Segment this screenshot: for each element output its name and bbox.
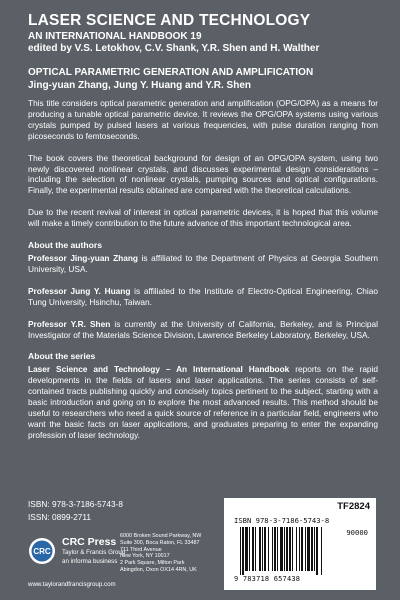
- address-line: 6000 Broken Sound Parkway, NW: [120, 533, 202, 539]
- author-bio-text: is affiliated to the Institute of Electro-Optical Engineering, Chiao Tung University, Hsinchu, Taiwan.: [28, 285, 378, 307]
- barcode-bar: [286, 527, 288, 571]
- barcode-icon: [238, 527, 334, 575]
- barcode-bar: [284, 527, 285, 571]
- barcode-bar: [264, 527, 266, 571]
- series-text: reports on the rapid developments in the fields of lasers and laser applications. The series consists of self-contained tracts publishing quickly and concisely topics pertinent to the subject, starting with a basic introduction and going on to explore the most advanced results. This method should be useful to researchers who need a quick source of reference in a particular field, engineers who want the basic facts on laser applications, and graduates preparing to enter the expanding profession of laser technology.: [28, 364, 378, 440]
- description-paragraph: The book covers the theoretical background for design of an OPG/OPA system, using two newly discovered nonlinear crystals, and discusses experimental design considerations – including the selection of nonlinear crystals, pumping sources and optical configurations. Finally, the experimental results obtained are compared with the theoretical calculations.: [28, 152, 378, 196]
- author-name: Professor Y.R. Shen: [28, 318, 111, 329]
- informa-tagline: an informa business: [62, 558, 118, 565]
- book-title: OPTICAL PARAMETRIC GENERATION AND AMPLIFICATION: [28, 67, 314, 78]
- barcode-bar: [296, 527, 297, 571]
- authors-line: Jing-yuan Zhang, Jung Y. Huang and Y.R. Shen: [28, 80, 251, 91]
- barcode-bar: [305, 527, 306, 571]
- barcode-bar: [321, 527, 322, 575]
- address-line: Abingdon, Oxon OX14 4RN, UK: [120, 566, 197, 573]
- barcode-bar: [240, 527, 241, 575]
- author-bio: [28, 319, 378, 341]
- barcode-bar: [301, 527, 303, 571]
- series-description: [28, 364, 378, 440]
- barcode-bar: [268, 527, 269, 571]
- identifiers: [28, 498, 123, 524]
- about-authors-heading: About the authors: [28, 240, 102, 251]
- barcode-bar: [307, 527, 310, 571]
- publisher-name: CRC Press: [62, 536, 117, 548]
- address-line: Suite 300, Boca Raton, FL 33487: [120, 539, 200, 546]
- series-title: LASER SCIENCE AND TECHNOLOGY: [28, 12, 311, 29]
- product-code: TF2824: [337, 501, 370, 512]
- barcode-bar: [292, 527, 293, 571]
- author-bio-text: is affiliated to the Department of Physics at Georgia Southern University, USA.: [28, 252, 378, 274]
- publisher-website[interactable]: www.taylorandfrancisgroup.com: [28, 581, 116, 588]
- barcode-bar: [255, 527, 256, 571]
- barcode-bar: [274, 527, 276, 571]
- crc-logo-icon: [28, 537, 56, 565]
- barcode-bar: [311, 527, 313, 571]
- barcode-bar: [314, 527, 315, 571]
- barcode-box: [224, 498, 376, 590]
- barcode-bar: [252, 527, 254, 571]
- author-bio: [28, 253, 378, 275]
- author-name: Professor Jing-yuan Zhang: [28, 252, 138, 263]
- isbn-label: ISBN: 978-3-7186-5743-8: [28, 499, 124, 509]
- about-series-heading: About the series: [28, 351, 96, 362]
- barcode-bar: [316, 527, 318, 575]
- address-line: 2 Park Square, Milton Park: [120, 560, 185, 567]
- barcode-bar: [249, 527, 250, 571]
- barcode-price-code: 90000: [346, 528, 368, 537]
- barcode-bar: [245, 527, 248, 571]
- issn-label: ISSN: 0899-2711: [28, 512, 92, 522]
- author-name: Professor Jung Y. Huang: [28, 285, 131, 296]
- barcode-bar: [280, 527, 283, 571]
- barcode-bar: [299, 527, 300, 571]
- address-line: 711 Third Avenue: [120, 546, 162, 553]
- description-paragraph: Due to the recent revival of interest in optical parametric devices, it is hoped that this volume will make a timely contribution to the future advance of this important technological area.: [28, 207, 378, 229]
- barcode-bar: [277, 527, 278, 571]
- barcode-isbn: ISBN 978-3-7186-5743-8: [234, 516, 330, 525]
- barcode-bar: [242, 527, 244, 575]
- description: [28, 98, 378, 452]
- editors-line: edited by V.S. Letokhov, C.V. Shank, Y.R. Shen and H. Walther: [28, 43, 320, 54]
- description-paragraph: This title considers optical parametric generation and amplification (OPG/OPA) as a means for producing a tunable optical parametric device. It reviews the OPG/OPA systems using various crystals pumped by pulsed lasers at various frequencies, with pulse duration ranging from picoseconds to femtoseconds.: [28, 98, 378, 141]
- author-bio: [28, 286, 378, 308]
- barcode-bar: [272, 527, 273, 571]
- publisher-addresses: [120, 533, 220, 574]
- series-subtitle: AN INTERNATIONAL HANDBOOK 19: [28, 31, 202, 42]
- barcode-digits: 9 783718 657438: [234, 575, 301, 583]
- author-bio-text: is currently at the University of California, Berkeley, and is Principal Investigator of the Materials Science Division, Lawrence Berkeley Laboratory, Berkeley, USA.: [28, 318, 378, 340]
- barcode-bar: [262, 527, 263, 571]
- barcode-bar: [289, 527, 291, 571]
- header: [28, 12, 386, 92]
- address-line: New York, NY 10017: [120, 553, 170, 560]
- publisher-subtitle: Taylor & Francis Group: [62, 549, 126, 556]
- barcode-bar: [259, 527, 261, 571]
- series-name: Laser Science and Technology – An International Handbook: [28, 364, 290, 375]
- crc-logo-text: CRC: [33, 547, 51, 556]
